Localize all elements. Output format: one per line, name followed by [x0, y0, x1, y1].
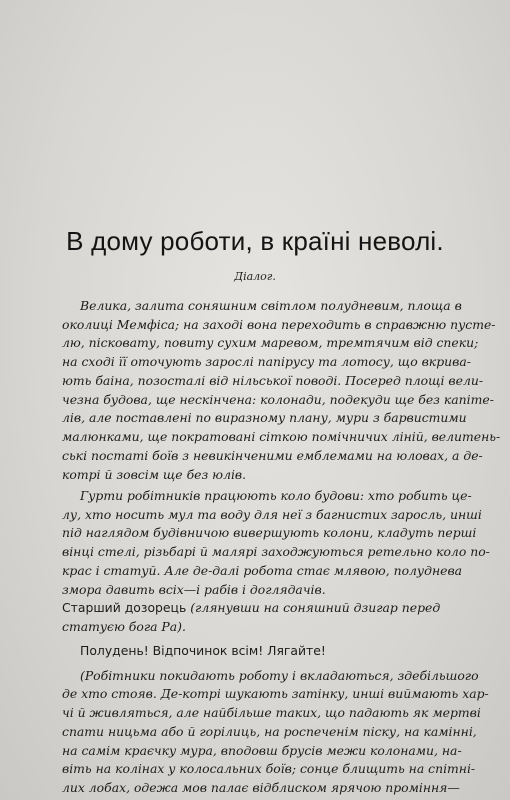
text-line: лю, пісковату, повиту сухим маревом, тремтячим від спеки;	[62, 335, 479, 351]
text-line: околиці Мемфіса; на заході вона переходить в справжню пусте-	[62, 316, 496, 332]
text-line: малюнками, ще пократовані сіткою помічничих ліній, велитень-	[62, 429, 501, 444]
text-line: лів, але поставлені по виразному плану, мури з барвистими	[62, 410, 467, 426]
text-line: на самім краєчку мура, вподовш брусів межи колонами, на-	[62, 742, 462, 758]
text-line: котрі й зовсім ще без юлів.	[62, 466, 247, 482]
speaker-name: Старший дозорець	[62, 600, 187, 616]
text-line: чезна будова, ще нескінчена: колонади, подекуди ще без капіте-	[62, 391, 494, 407]
text-line: крас і статуй. Але де-далі робота стає млявою, полуднева	[62, 562, 463, 578]
speech-line: Полудень! Відпочинок всім! Лягайте!	[80, 643, 326, 659]
text-line: чі й живляться, але найбільше таких, що падають як мертві	[62, 705, 481, 721]
page-title: В дому роботи, в країні неволі.	[66, 226, 444, 256]
stage-direction-continuation: статуєю бога Ра).	[62, 619, 186, 634]
speaker-line	[62, 598, 447, 618]
text-line: Гурти робітників працюють коло будови: хто робить це-	[80, 488, 472, 503]
stage-direction: (глянувши на соняшний дзигар перед	[190, 600, 441, 616]
text-line: ські постаті боїв з невикінченими емблемами на юловах, а де-	[62, 447, 483, 463]
text-line: під наглядом будівничою вивершують колони, кладуть перші	[62, 525, 477, 541]
text-line: вінці стелі, різьбарі й малярі заходжуються ретельно коло по-	[62, 544, 490, 560]
text-line: Велика, залита соняшним світлом полудневим, площа в	[80, 298, 462, 313]
text-line: віть на колінах у колосальних боїв; сонце блищить на спітні-	[62, 761, 476, 777]
text-line: на сході її оточують зарослі папірусу та лотосу, що вкрива-	[62, 354, 471, 370]
text-line: де хто стояв. Де-котрі шукають затінку, инші виймають хар-	[62, 686, 489, 702]
text-line: ють баіна, позосталі від нільської поводі. Посеред площі вели-	[62, 372, 484, 388]
text-line: лу, хто носить мул та воду для неї з багнистих заросль, инші	[62, 506, 482, 522]
text-line: спати ницьма або й горілиць, на роспеченім піску, на камінні,	[62, 723, 477, 739]
text-line: (Робітники покидають роботу і вкладаються, здебільшого	[80, 667, 479, 683]
page-subtitle: Діалог.	[234, 270, 276, 283]
text-line: лих лобах, одежа мов палає відблиском ярячою проміння—	[62, 780, 460, 795]
text-line: змора давить всіх—і рабів і доглядачів.	[62, 581, 326, 597]
